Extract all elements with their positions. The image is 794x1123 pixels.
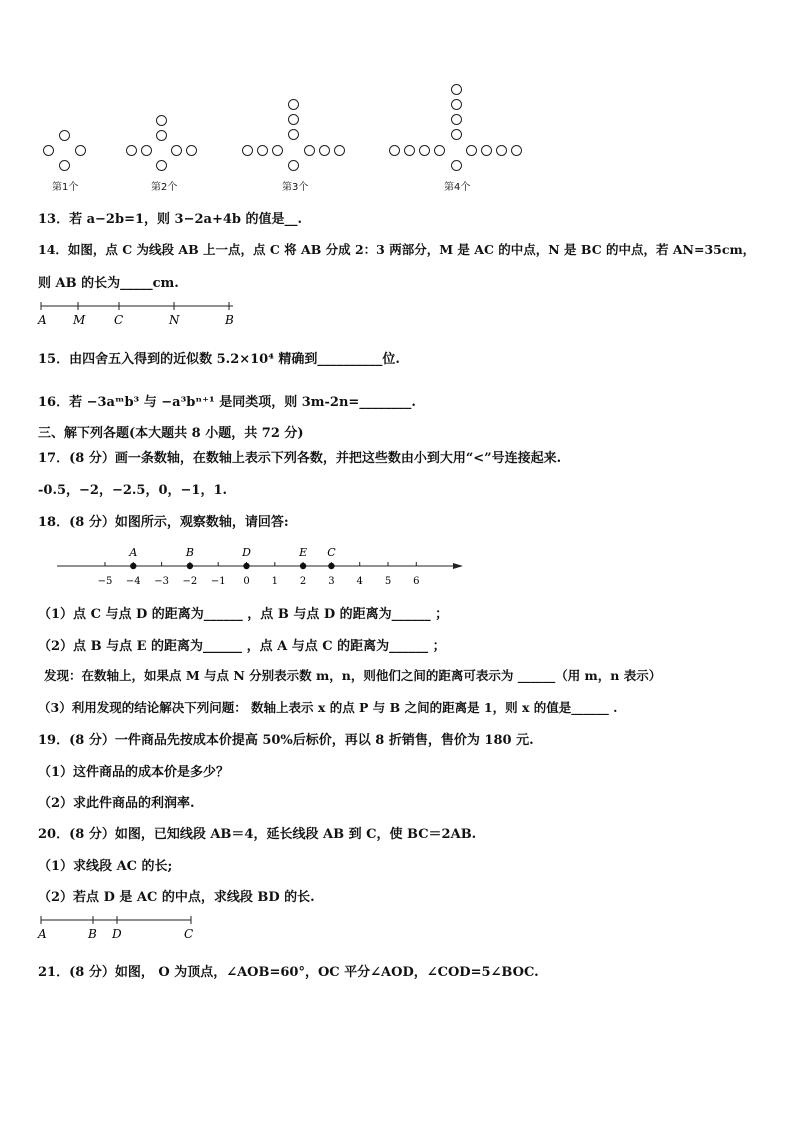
question-19-intro: 19．(8 分）一件商品先按成本价提高 50%后标价，再以 8 折销售，售价为 180 元. — [38, 733, 534, 748]
pattern-label-1: 第1个 — [52, 182, 79, 193]
question-20-sub1: （1）求线段 AC 的长; — [38, 859, 173, 874]
pattern-circle — [481, 145, 492, 156]
number-line-point — [187, 563, 193, 569]
pattern-circle — [75, 145, 86, 156]
number-line-point — [328, 563, 334, 569]
pattern-circle — [466, 145, 477, 156]
pattern-circle — [257, 145, 268, 156]
pattern-circle — [389, 145, 400, 156]
pattern-circle — [156, 115, 167, 126]
question-18-sub3: （3）利用发现的结论解决下列问题： 数轴上表示 x 的点 P 与 B 之间的距离是 1，则 x 的值是______ . — [38, 700, 618, 715]
pattern-label-3: 第3个 — [282, 182, 309, 193]
point-label-c: C — [184, 927, 194, 941]
point-label-b: B — [88, 927, 97, 941]
number-line-point-label: A — [129, 546, 138, 559]
pattern-circle — [59, 130, 70, 141]
question-17-line2: -0.5，−2，−2.5，0，−1，1. — [38, 483, 228, 498]
pattern-circle — [334, 145, 345, 156]
pattern-circle — [186, 145, 197, 156]
point-label-m: M — [73, 313, 86, 327]
number-line-point — [130, 563, 136, 569]
pattern-circle — [511, 145, 522, 156]
number-line-point-label: B — [185, 546, 194, 559]
tick-label: −3 — [154, 576, 169, 587]
tick-label: −5 — [97, 576, 113, 587]
tick-label: 4 — [356, 576, 363, 587]
q18-number-line — [55, 540, 475, 588]
pattern-circle — [43, 145, 54, 156]
pattern-circle — [126, 145, 137, 156]
q14-segment-figure — [36, 298, 246, 328]
question-18-intro: 18．(8 分）如图所示，观察数轴，请回答: — [38, 515, 289, 530]
number-line-point — [300, 563, 306, 569]
number-line-point-label: D — [242, 546, 251, 559]
question-14-line1: 14．如图，点 C 为线段 AB 上一点，点 C 将 AB 分成 2：3 两部分，M 是 AC 的中点，N 是 BC 的中点，若 AN=35cm， — [38, 242, 756, 257]
section-3-heading: 三、解下列各题(本大题共 8 小题，共 72 分) — [38, 426, 304, 441]
tick-label: 5 — [384, 576, 392, 587]
tick-label: 1 — [271, 576, 278, 587]
number-line-point — [243, 563, 249, 569]
tick-label: 6 — [413, 576, 420, 587]
tick-label: 2 — [299, 576, 307, 587]
pattern-circle — [451, 114, 462, 125]
pattern-label-2: 第2个 — [151, 182, 178, 193]
pattern-circle — [434, 145, 445, 156]
question-20-sub2: （2）若点 D 是 AC 的中点，求线段 BD 的长. — [38, 890, 315, 905]
pattern-circle — [451, 99, 462, 110]
question-18-sub1: （1）点 C 与点 D 的距离为______ ，点 B 与点 D 的距离为______ ； — [38, 607, 449, 622]
pattern-circle — [59, 160, 70, 171]
question-15: 15．由四舍五入得到的近似数 5.2×10⁴ 精确到__________位. — [38, 352, 400, 367]
point-label-n: N — [169, 313, 180, 327]
pattern-circle — [451, 84, 462, 95]
pattern-circle — [288, 99, 299, 110]
question-13: 13．若 a−2b=1，则 3−2a+4b 的值是__. — [38, 212, 303, 227]
pattern-circle — [288, 129, 299, 140]
point-label-d: D — [112, 927, 122, 941]
pattern-circle — [404, 145, 415, 156]
q20-segment-figure — [36, 912, 206, 942]
pattern-circle — [451, 129, 462, 140]
pattern-circle — [156, 160, 167, 171]
pattern-circle — [272, 145, 283, 156]
question-18-sub2: （2）点 B 与点 E 的距离为______ ，点 A 与点 C 的距离为______ ； — [38, 639, 446, 654]
question-21: 21．(8 分）如图， O 为顶点，∠AOB=60°，OC 平分∠AOD，∠COD=5∠BOC. — [38, 965, 539, 980]
point-label-c: C — [114, 313, 124, 327]
pattern-circle — [156, 130, 167, 141]
number-line-point-label: C — [327, 546, 336, 559]
question-17-line1: 17．(8 分）画一条数轴，在数轴上表示下列各数，并把这些数由小到大用“<”号连接起来. — [38, 451, 562, 466]
point-label-a: A — [38, 927, 47, 941]
tick-label: −2 — [182, 576, 198, 587]
pattern-circle — [288, 114, 299, 125]
question-16: 16．若 −3aᵐb³ 与 −a³bⁿ⁺¹ 是同类项，则 3m-2n=________. — [38, 395, 416, 410]
point-label-b: B — [225, 313, 234, 327]
question-18-discover: 发现：在数轴上，如果点 M 与点 N 分别表示数 m，n，则他们之间的距离可表示为 ______（用 m，n 表示） — [44, 668, 662, 683]
pattern-circle — [242, 145, 253, 156]
number-line-point-label: E — [299, 546, 308, 559]
tick-label: 3 — [328, 576, 335, 587]
question-20-intro: 20．(8 分）如图，已知线段 AB＝4，延长线段 AB 到 C，使 BC＝2AB. — [38, 827, 477, 842]
pattern-circle — [451, 160, 462, 171]
question-14-line2: 则 AB 的长为_____cm. — [38, 276, 179, 291]
tick-label: −4 — [125, 576, 141, 587]
point-label-a: A — [38, 313, 47, 327]
pattern-circle — [319, 145, 330, 156]
tick-label: −1 — [210, 576, 226, 587]
pattern-circle — [496, 145, 507, 156]
question-19-sub1: （1）这件商品的成本价是多少？ — [38, 765, 230, 780]
pattern-label-4: 第4个 — [444, 182, 471, 193]
pattern-circle — [171, 145, 182, 156]
pattern-circle — [141, 145, 152, 156]
pattern-circle — [419, 145, 430, 156]
question-19-sub2: （2）求此件商品的利润率. — [38, 796, 195, 811]
pattern-circle — [304, 145, 315, 156]
tick-label: 0 — [243, 576, 250, 587]
pattern-circle — [288, 160, 299, 171]
